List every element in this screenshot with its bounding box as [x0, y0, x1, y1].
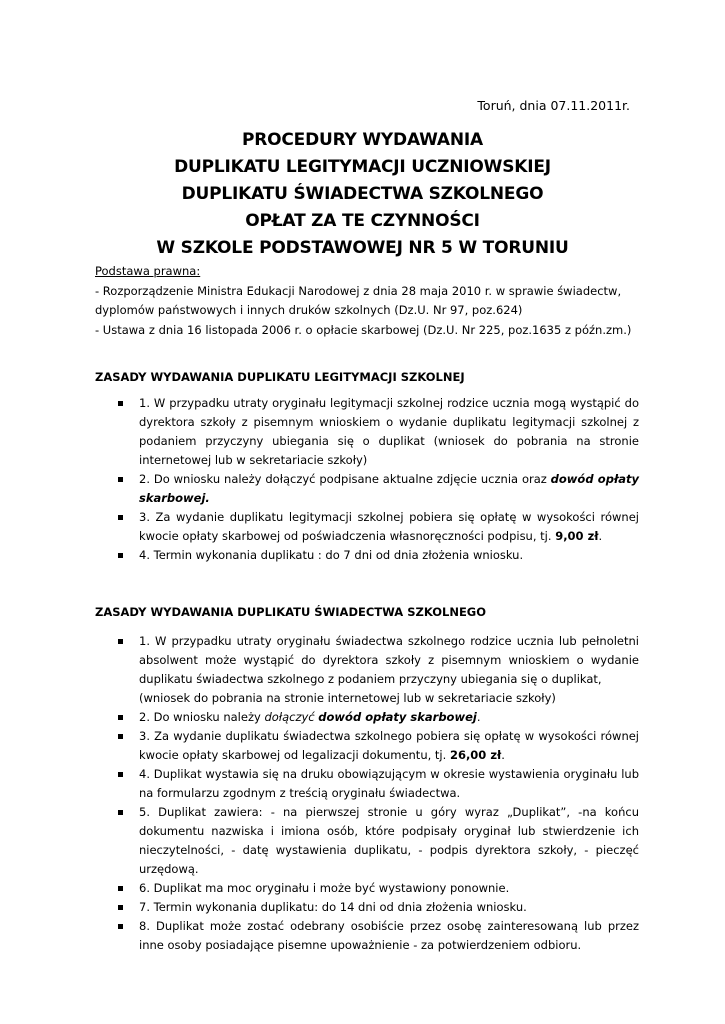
fee-amount: 9,00 zł: [555, 529, 599, 543]
emphasis-text: dowód opłaty skarbowej: [318, 710, 477, 724]
list-item: [115, 546, 639, 565]
title-line: OPŁAT ZA TE CZYNNOŚCI: [245, 211, 480, 231]
section-heading-student-id: ZASADY WYDAWANIA DUPLIKATU LEGITYMACJI SZKOLNEJ: [95, 370, 465, 384]
list-item-text: 6. Duplikat ma moc oryginału i może być wystawiony ponownie.: [139, 881, 510, 895]
title-line: PROCEDURY WYDAWANIA: [241, 130, 483, 150]
list-item-text: .: [501, 748, 505, 762]
title-line: DUPLIKATU ŚWIADECTWA SZKOLNEGO: [181, 184, 544, 204]
list-item-text: .: [476, 710, 481, 724]
certificate-rules-list: [115, 632, 639, 955]
fee-amount: 26,00 zł: [449, 748, 502, 762]
list-item: [115, 803, 639, 879]
italic-text: dołączyć: [264, 710, 315, 724]
list-item: [115, 632, 639, 708]
list-item: [115, 708, 639, 727]
list-item-text: 3. Za wydanie duplikatu świadectwa szkolnego pobiera się opłatę w wysokości równej kwocie opłaty skarbowej od legalizacji dokumentu, tj.: [139, 729, 639, 762]
list-item-text: 5. Duplikat zawiera: - na pierwszej stronie u góry wyraz „Duplikat”, -na końcu dokumentu nazwiska i imiona osób, które podpisały oryginał lub stwierdzenie ich nieczytelności, - datę wystawienia duplikatu, - podpis dyrektora szkoły, - pieczęć urzędową.: [139, 805, 639, 876]
list-item-text: .: [598, 529, 603, 543]
list-item-text: 1. W przypadku utraty oryginału świadectwa szkolnego rodzice ucznia lub pełnoletni absolwent może wystąpić do dyrektora szkoły z pisemnym wnioskiem o wydanie duplikatu świadectwa szkolnego z podaniem przyczyny ubiegania się o duplikat,: [139, 634, 639, 686]
list-item-text: 2. Do wniosku należy dołączyć podpisane aktualne zdjęcie ucznia oraz: [139, 472, 551, 486]
list-item: [115, 879, 639, 898]
document-date: Toruń, dnia 07.11.2011r.: [477, 98, 630, 113]
list-item-note: (wniosek do pobrania na stronie internetowej lub w sekretariacie szkoły): [139, 691, 556, 705]
list-item: [115, 470, 639, 508]
document-title: [95, 127, 630, 262]
legal-basis-line: - Rozporządzenie Ministra Edukacji Narodowej z dnia 28 maja 2010 r. w sprawie świadectw,: [95, 283, 622, 298]
list-item-text: 3. Za wydanie duplikatu legitymacji szkolnej pobiera się opłatę w wysokości równej kwocie opłaty skarbowej od poświadczenia własnoręczności podpisu, tj.: [139, 510, 639, 543]
list-item-text: 7. Termin wykonania duplikatu: do 14 dni od dnia złożenia wniosku.: [139, 900, 527, 914]
legal-basis-line: - Ustawa z dnia 16 listopada 2006 r. o opłacie skarbowej (Dz.U. Nr 225, poz.1635 z późn.zm.): [95, 322, 632, 337]
list-item: [115, 917, 639, 955]
student-id-rules-list: [115, 394, 639, 565]
list-item-text: 8. Duplikat może zostać odebrany osobiście przez osobę zainteresowaną lub przez inne osoby posiadające pisemne upoważnienie - za potwierdzeniem odbioru.: [139, 919, 639, 952]
list-item-text: 4. Termin wykonania duplikatu : do 7 dni od dnia złożenia wniosku.: [139, 548, 524, 562]
list-item-text: 1. W przypadku utraty oryginału legitymacji szkolnej rodzice ucznia mogą wystąpić do dyrektora szkoły z pisemnym wnioskiem o wydanie duplikatu legitymacji szkolnej z podaniem przyczyny ubiegania się o duplikat (wniosek do pobrania na stronie internetowej lub w sekretariacie szkoły): [139, 396, 639, 467]
list-item: [115, 727, 639, 765]
list-item: [115, 765, 639, 803]
legal-basis-heading: Podstawa prawna:: [95, 264, 201, 278]
list-item: [115, 508, 639, 546]
title-line: DUPLIKATU LEGITYMACJI UCZNIOWSKIEJ: [174, 157, 551, 177]
section-heading-certificate: ZASADY WYDAWANIA DUPLIKATU ŚWIADECTWA SZKOLNEGO: [95, 605, 487, 619]
legal-basis: [95, 262, 640, 340]
legal-basis-line: dyplomów państwowych i innych druków szkolnych (Dz.U. Nr 97, poz.624): [95, 303, 523, 317]
list-item-text: 2. Do wniosku należy: [139, 710, 265, 724]
list-item: [115, 898, 639, 917]
list-item-text: 4. Duplikat wystawia się na druku obowiązującym w okresie wystawienia oryginału lub na formularzu zgodnym z treścią oryginału świadectwa.: [139, 767, 639, 800]
list-item: [115, 394, 639, 470]
emphasis-text: dowód opłaty skarbowej.: [139, 472, 639, 505]
title-line: W SZKOLE PODSTAWOWEJ NR 5 W TORUNIU: [156, 238, 569, 258]
